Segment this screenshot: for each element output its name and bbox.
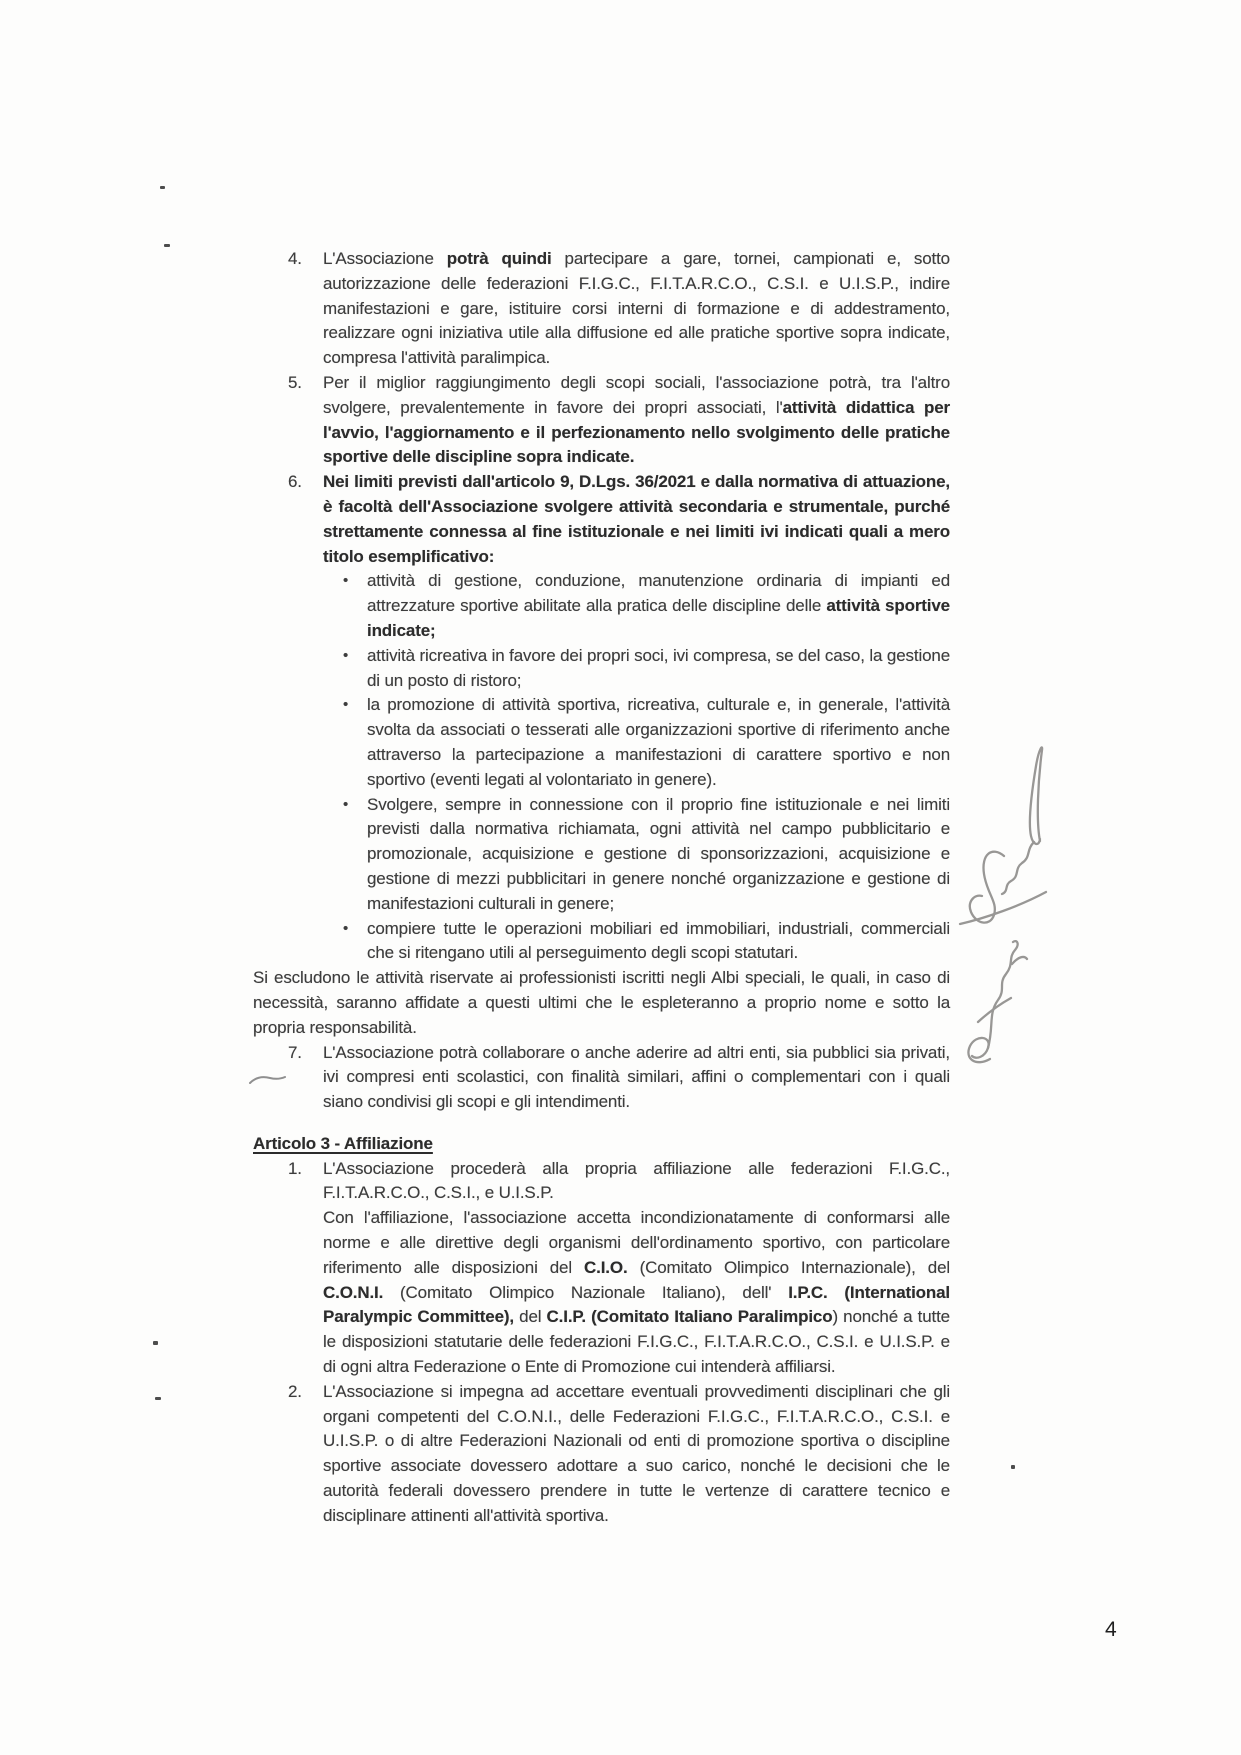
item-text: L'Associazione potrà collaborare o anche aderire ad altri enti, sia pubblici sia privati, ivi compresi enti scolastici, con finalità similari, affini o complementari con i quali siano condivisi gli scopi e gli intendimenti. bbox=[323, 1042, 950, 1112]
bullet-marker: • bbox=[343, 646, 349, 664]
list-item-7 bbox=[253, 1041, 950, 1115]
pen-tick-mark bbox=[248, 1072, 288, 1086]
bullet-text: Svolgere, sempre in connessione con il proprio fine istituzionale e nei limiti previsti dalla normativa richiamata, ogni attività nel campo pubblicitario e promozionale, acquisizione e gestione di sponsorizzazioni, acquisizione e gestione di mezzi pubblicitari in genere nonché organizzazione e gestione di manifestazioni culturali in genere; bbox=[367, 794, 950, 913]
bullet-text: attività ricreativa in favore dei propri soci, ivi compresa, se del caso, la gestione di un posto di ristoro; bbox=[367, 645, 950, 690]
list-item-5 bbox=[253, 371, 950, 470]
item-number: 6. bbox=[288, 472, 302, 492]
handwritten-signature-ink bbox=[948, 726, 1058, 1071]
scan-speck bbox=[160, 186, 165, 189]
bullet-text: compiere tutte le operazioni mobiliari ed immobiliari, industriali, commerciali che si ritengano utili al perseguimento degli scopi statutari. bbox=[367, 918, 950, 963]
item-number: 4. bbox=[288, 249, 302, 268]
article-3-heading bbox=[253, 1132, 950, 1157]
document-body bbox=[253, 247, 950, 1529]
scan-speck bbox=[1011, 1465, 1015, 1469]
item-text bbox=[323, 1157, 950, 1380]
bullet-text: la promozione di attività sportiva, ricreativa, culturale e, in generale, l'attività svolta da associati o tesserati alle organizzazioni sportive di riferimento anche attraverso la partecipazione a manifestazioni di carattere sportivo e non sportivo (eventi legati al volontariato in genere). bbox=[367, 695, 950, 789]
item-text: Nei limiti previsti dall'articolo 9, D.Lgs. 36/2021 e dalla normativa di attuazione, è facoltà dell'Associazione svolgere attività secondaria e strumentale, purché strettamente connessa al fine istituzionale e nei limiti ivi indicati quali a mero titolo esemplificativo: bbox=[323, 472, 950, 566]
article-3-heading-text: Articolo 3 - Affiliazione bbox=[253, 1133, 433, 1153]
scan-speck bbox=[153, 1341, 158, 1345]
bullet-marker: • bbox=[343, 572, 349, 590]
item-number: 2. bbox=[288, 1381, 302, 1401]
item-text: L'Associazione potrà quindi partecipare a gare, tornei, campionati e, sotto autorizzazione delle federazioni F.I.G.C., F.I.T.A.R.C.O., C.S.I. e U.I.S.P., indire manifestazioni e gare, istituire corsi interni di formazione e di addestramento, realizzare ogni iniziativa utile alla diffusione ed alle pratiche sportive sopra indicate, compresa l'attività paralimpica. bbox=[323, 249, 950, 368]
bullet-text: attività di gestione, conduzione, manutenzione ordinaria di impianti ed attrezzature sportive abilitate alla pratica delle discipline delle attività sportive indicate; bbox=[367, 571, 950, 640]
scan-speck bbox=[164, 244, 170, 247]
list-item-4 bbox=[253, 247, 950, 371]
bullet-item bbox=[253, 693, 950, 792]
article3-item-2 bbox=[253, 1380, 950, 1529]
bullet-marker: • bbox=[343, 795, 349, 813]
page-number: 4 bbox=[1105, 1618, 1117, 1641]
list-item-6 bbox=[253, 470, 950, 569]
item-text bbox=[323, 1380, 950, 1529]
item-number: 7. bbox=[288, 1042, 302, 1062]
paragraph: L'Associazione si impegna ad accettare eventuali provvedimenti disciplinari che gli organi competenti del C.O.N.I., delle Federazioni F.I.G.C., F.I.T.A.R.C.O., C.S.I. e U.I.S.P. o di altre Federazioni Nazionali od enti di promozione sportiva o discipline sportive associate dovessero adottare a suo carico, nonché le decisioni che le autorità federali dovessero prendere in tutte le vertenze di carattere tecnico e disciplinare attinenti all'attività sportiva. bbox=[323, 1381, 950, 1525]
bullet-marker: • bbox=[343, 696, 349, 714]
exclusion-paragraph: Si escludono le attività riservate ai professionisti iscritti negli Albi speciali, le quali, in caso di necessità, saranno affidate a questi ultimi che le espleteranno a proprio nome e sotto la propria responsabilità. bbox=[253, 968, 950, 1037]
bullet-list bbox=[253, 569, 950, 966]
item-number: 1. bbox=[288, 1158, 302, 1178]
item-number: 5. bbox=[288, 372, 302, 392]
article3-item-1 bbox=[253, 1157, 950, 1380]
bullet-item bbox=[253, 644, 950, 694]
bullet-marker: • bbox=[343, 919, 349, 937]
bullet-item bbox=[253, 569, 950, 643]
bullet-item bbox=[253, 917, 950, 967]
bullet-item bbox=[253, 793, 950, 917]
paragraph: L'Associazione procederà alla propria affiliazione alle federazioni F.I.G.C., F.I.T.A.R.C.O., C.S.I., e U.I.S.P. bbox=[323, 1158, 950, 1203]
scan-speck bbox=[155, 1397, 161, 1400]
paragraph: Con l'affiliazione, l'associazione accetta incondizionatamente di conformarsi alle norme e alle direttive degli organismi dell'ordinamento sportivo, con particolare riferimento alle disposizioni del C.I.O. (Comitato Olimpico Internazionale), del C.O.N.I. (Comitato Olimpico Nazionale Italiano), dell' I.P.C. (International Paralympic Committee), del C.I.P. (Comitato Italiano Paralimpico) nonché a tutte le disposizioni statutarie delle federazioni F.I.G.C., F.I.T.A.R.C.O., C.S.I. e U.I.S.P. e di ogni altra Federazione o Ente di Promozione cui intenderà affiliarsi. bbox=[323, 1208, 951, 1377]
item-text: Per il miglior raggiungimento degli scopi sociali, l'associazione potrà, tra l'altro svolgere, prevalentemente in favore dei propri associati, l'attività didattica per l'avvio, l'aggiornamento e il perfezionamento nello svolgimento delle pratiche sportive delle discipline sopra indicate. bbox=[323, 372, 951, 467]
